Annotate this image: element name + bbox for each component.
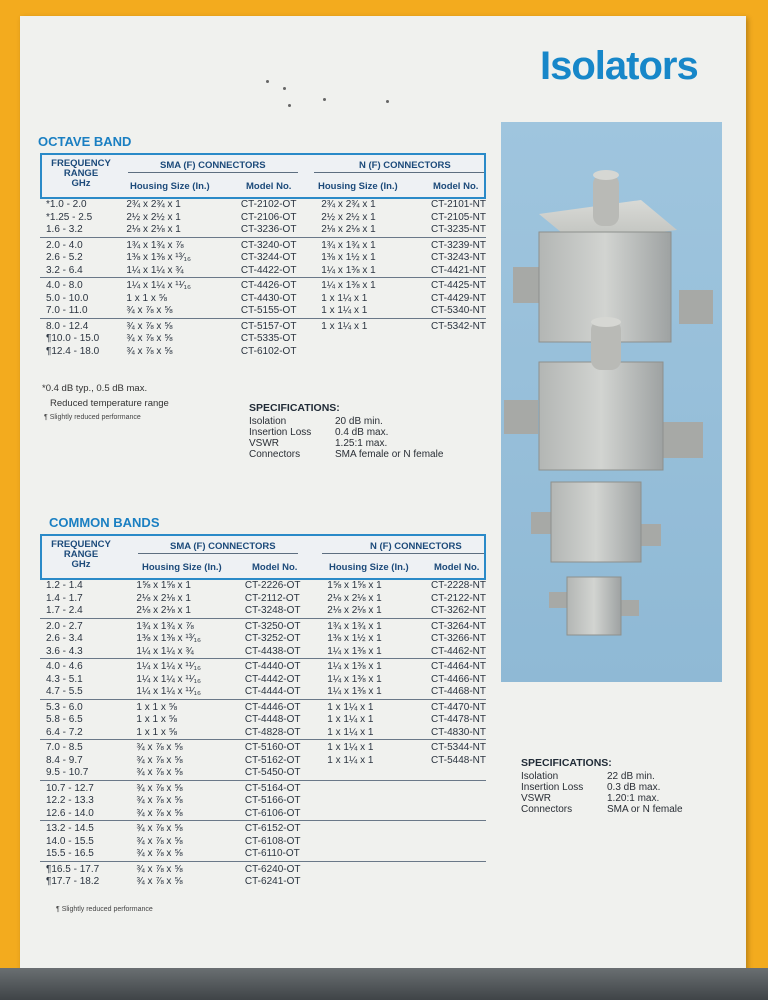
- sma-housing-cell: 1¾ x 1¾ x ⅞: [136, 618, 244, 633]
- row-group: [40, 699, 486, 740]
- spec-value: 22 dB min.: [607, 771, 655, 782]
- n-model-cell: [428, 876, 486, 889]
- sma-housing-cell: ¾ x ⅞ x ⅝: [136, 835, 183, 847]
- common-table-header: [40, 534, 486, 580]
- n-model-cell: [428, 848, 486, 861]
- sma-housing-cell: ¾ x ⅞ x ⅝: [136, 848, 183, 859]
- frequency-range-cell: 8.4 - 9.7: [46, 754, 83, 766]
- table-row: [40, 212, 486, 225]
- sma-model-cell: CT-6106-OT: [244, 807, 301, 819]
- n-housing-header: Housing Size (In.): [329, 562, 409, 573]
- frequency-range-cell: 1.2 - 1.4: [46, 580, 83, 591]
- octave-band-table: [40, 153, 486, 358]
- n-housing-cell: 1 x 1¼ x 1: [321, 292, 368, 304]
- frequency-range-cell: 2.0 - 2.7: [40, 618, 136, 633]
- frequency-range-cell: 10.7 - 12.7: [40, 780, 136, 795]
- frequency-range-cell: 2.6 - 3.4: [46, 633, 83, 644]
- page-title: Isolators: [540, 44, 698, 88]
- n-housing-cell: 2¾ x 2¾ x 1: [321, 199, 376, 210]
- n-housing-cell: 1 x 1¼ x 1: [327, 754, 374, 766]
- sma-connectors-header: SMA (F) CONNECTORS: [160, 160, 266, 171]
- n-housing-cell: 1¼ x 1⅜ x 1: [327, 686, 382, 697]
- sma-model-cell: CT-2106-OT: [240, 211, 297, 223]
- frequency-range-cell: 7.0 - 11.0: [46, 305, 88, 316]
- freq-header-line: FREQUENCY: [51, 539, 111, 550]
- n-housing-cell: 1 x 1¼ x 1: [327, 714, 374, 725]
- frequency-range-cell: 5.3 - 6.0: [40, 699, 136, 714]
- table-row: [40, 224, 486, 237]
- freq-header-line: RANGE: [63, 168, 99, 179]
- n-housing-cell: 1¼ x 1⅜ x 1: [321, 278, 425, 293]
- n-model-cell: CT-4468-NT: [430, 686, 486, 697]
- page-speck: [283, 87, 286, 90]
- spec-label: Insertion Loss: [249, 427, 312, 438]
- n-housing-cell: 1 x 1¼ x 1: [321, 305, 368, 316]
- frequency-range-cell: ¶12.4 - 18.0: [46, 345, 100, 357]
- common-footnote: ¶ Slightly reduced performance: [56, 906, 153, 913]
- n-model-cell: CT-3266-NT: [430, 633, 486, 644]
- sma-model-header: Model No.: [246, 181, 292, 192]
- frequency-range-cell: 6.4 - 7.2: [46, 726, 83, 738]
- table-row: [40, 237, 486, 252]
- n-housing-cell: 1 x 1¼ x 1: [327, 740, 427, 755]
- frequency-range-cell: 12.6 - 14.0: [46, 807, 94, 819]
- n-housing-cell: 1⅝ x 1⅝ x 1: [327, 580, 382, 591]
- sma-model-header: Model No.: [252, 562, 298, 573]
- table-row: [40, 646, 486, 659]
- sma-model-cell: CT-3240-OT: [241, 237, 321, 252]
- isolator-devices-image: [501, 122, 722, 682]
- n-housing-cell: 1¼ x 1⅜ x 1: [327, 673, 382, 685]
- sma-model-cell: CT-3248-OT: [244, 605, 301, 616]
- n-model-cell: [428, 795, 486, 808]
- n-housing-cell: [327, 876, 427, 889]
- table-row: [40, 580, 486, 593]
- sma-model-cell: CT-4438-OT: [244, 645, 301, 657]
- isolators-photo: [501, 122, 722, 682]
- sma-housing-cell: 1¼ x 1¼ x ¹¹⁄₁₆: [136, 673, 202, 685]
- sma-model-cell: CT-3244-OT: [240, 252, 297, 263]
- frequency-range-cell: 4.3 - 5.1: [46, 673, 83, 685]
- n-model-cell: CT-4830-NT: [430, 726, 486, 738]
- sma-model-cell: CT-5164-OT: [245, 780, 327, 795]
- freq-header-line: RANGE: [63, 549, 99, 560]
- sma-model-cell: CT-6102-OT: [240, 345, 297, 357]
- header-rule: [322, 553, 484, 554]
- sma-housing-cell: 1 x 1 x ⅝: [136, 714, 177, 725]
- freq-header-line: GHz: [71, 178, 91, 189]
- sma-housing-cell: ¾ x ⅞ x ⅝: [126, 318, 241, 333]
- spec-label: Insertion Loss: [521, 782, 584, 793]
- frequency-range-cell: *1.0 - 2.0: [46, 199, 87, 210]
- n-model-cell: CT-4478-NT: [430, 714, 486, 725]
- sma-model-cell: CT-4422-OT: [240, 264, 297, 276]
- sma-model-cell: CT-2112-OT: [244, 592, 300, 604]
- n-model-cell: [428, 767, 486, 780]
- sma-model-cell: CT-5157-OT: [241, 318, 321, 333]
- sma-model-cell: CT-5162-OT: [244, 754, 301, 766]
- row-group: [40, 318, 486, 358]
- frequency-range-cell: 12.2 - 13.3: [46, 795, 94, 806]
- sma-housing-cell: 1¼ x 1¼ x ¾: [126, 264, 184, 276]
- table-row: [40, 767, 486, 780]
- frequency-range-cell: 3.2 - 6.4: [46, 264, 83, 276]
- table-row: [40, 333, 486, 346]
- frequency-range-cell: 9.5 - 10.7: [46, 767, 89, 778]
- frequency-range-cell: 7.0 - 8.5: [40, 740, 136, 755]
- row-group: [40, 821, 486, 862]
- sma-model-cell: CT-4828-OT: [244, 726, 301, 738]
- sma-model-cell: CT-2102-OT: [240, 199, 297, 210]
- spec-label: Connectors: [249, 449, 301, 460]
- spec-row: [521, 771, 683, 782]
- n-housing-header: Housing Size (In.): [318, 181, 398, 192]
- frequency-range-cell: 8.0 - 12.4: [40, 318, 126, 333]
- common-bands-table: [40, 534, 486, 889]
- row-group: [40, 199, 486, 237]
- table-row: [40, 848, 486, 861]
- table-row: [40, 618, 486, 633]
- table-row: [40, 755, 486, 768]
- table-row: [40, 346, 486, 359]
- n-model-cell: CT-4429-NT: [430, 292, 486, 304]
- n-housing-cell: [327, 780, 427, 795]
- sma-housing-cell: 2⅛ x 2⅛ x 1: [136, 605, 191, 616]
- sma-model-cell: CT-3250-OT: [245, 618, 327, 633]
- frequency-range-cell: 2.0 - 4.0: [40, 237, 126, 252]
- spec-label: VSWR: [521, 793, 551, 804]
- table-surface: [0, 968, 768, 1000]
- sma-model-cell: CT-4430-OT: [240, 292, 297, 304]
- common-bands-title: COMMON BANDS: [49, 515, 160, 530]
- octave-table-header: [40, 153, 486, 199]
- sma-housing-cell: 2⅛ x 2⅛ x 1: [136, 592, 191, 604]
- spec-row: [521, 804, 683, 815]
- row-group: [40, 740, 486, 781]
- page-speck: [323, 98, 326, 101]
- n-model-cell: [426, 346, 486, 359]
- sma-housing-cell: 1 x 1 x ⅝: [136, 726, 177, 738]
- n-housing-cell: [327, 808, 427, 821]
- n-housing-cell: [327, 767, 427, 780]
- table-row: [40, 265, 486, 278]
- n-housing-cell: 2⅛ x 2⅛ x 1: [327, 592, 382, 604]
- page-speck: [386, 100, 389, 103]
- spec-label: VSWR: [249, 438, 279, 449]
- n-model-cell: CT-3264-NT: [428, 618, 486, 633]
- sma-housing-cell: ¾ x ⅞ x ⅝: [136, 780, 244, 795]
- frequency-range-cell: 1.4 - 1.7: [46, 592, 83, 604]
- sma-model-cell: CT-4446-OT: [245, 699, 327, 714]
- table-row: [40, 593, 486, 606]
- sma-connectors-header: SMA (F) CONNECTORS: [170, 541, 276, 552]
- header-rule: [314, 172, 484, 173]
- sma-housing-cell: 2½ x 2½ x 1: [126, 211, 181, 223]
- sma-model-cell: CT-6110-OT: [244, 848, 300, 859]
- spec-row: [249, 438, 443, 449]
- n-model-cell: CT-4466-NT: [430, 673, 486, 685]
- header-rule: [138, 553, 298, 554]
- sma-housing-cell: ¾ x ⅞ x ⅝: [136, 795, 183, 806]
- n-model-cell: CT-2105-NT: [430, 211, 486, 223]
- frequency-range-cell: 14.0 - 15.5: [46, 835, 94, 847]
- n-housing-cell: 1 x 1¼ x 1: [327, 699, 427, 714]
- frequency-range-cell: 13.2 - 14.5: [40, 821, 136, 836]
- sma-housing-cell: 2¾ x 2¾ x 1: [126, 199, 181, 210]
- sma-housing-cell: ¾ x ⅞ x ⅝: [126, 345, 173, 357]
- sma-housing-cell: ¾ x ⅞ x ⅝: [136, 821, 244, 836]
- frequency-range-cell: ¶16.5 - 17.7: [40, 861, 136, 876]
- n-housing-cell: [327, 848, 427, 861]
- freq-header: [48, 159, 114, 189]
- n-housing-cell: [327, 821, 427, 836]
- n-model-cell: CT-3235-NT: [430, 224, 486, 235]
- spec-label: Connectors: [521, 804, 573, 815]
- spec-row: [249, 416, 443, 427]
- page-speck: [266, 80, 269, 83]
- typical-loss-note: *0.4 dB typ., 0.5 dB max.: [42, 383, 148, 394]
- spec-value: 1.25:1 max.: [335, 438, 388, 449]
- sma-housing-cell: 1¼ x 1¼ x ¹¹⁄₁₆: [136, 686, 202, 697]
- freq-header: [48, 540, 114, 570]
- sma-housing-cell: 1⅜ x 1⅜ x ¹³⁄₁₆: [126, 252, 192, 263]
- spec-value: 1.20:1 max.: [607, 793, 660, 804]
- sma-model-cell: CT-4426-OT: [241, 278, 321, 293]
- n-model-cell: [428, 808, 486, 821]
- n-model-cell: [426, 333, 486, 346]
- table-row: [40, 674, 486, 687]
- n-model-cell: CT-4464-NT: [428, 659, 486, 674]
- n-model-cell: [428, 861, 486, 876]
- sma-model-cell: CT-5166-OT: [244, 795, 301, 806]
- table-row: [40, 305, 486, 318]
- row-group: [40, 861, 486, 889]
- row-group: [40, 618, 486, 659]
- n-model-cell: CT-5448-NT: [430, 754, 486, 766]
- table-row: [40, 605, 486, 618]
- n-model-cell: CT-4425-NT: [426, 278, 486, 293]
- n-housing-cell: 1 x 1¼ x 1: [321, 318, 425, 333]
- sma-model-cell: CT-6108-OT: [244, 835, 301, 847]
- n-housing-cell: 1⅜ x 1½ x 1: [321, 252, 376, 263]
- n-model-cell: CT-3243-NT: [430, 252, 486, 263]
- n-model-cell: CT-3239-NT: [426, 237, 486, 252]
- sma-housing-cell: ¾ x ⅞ x ⅝: [136, 767, 183, 778]
- sma-model-cell: CT-4442-OT: [244, 673, 301, 685]
- sma-housing-cell: 1¼ x 1¼ x ¹¹⁄₁₆: [136, 659, 244, 674]
- freq-header-line: GHz: [71, 559, 91, 570]
- n-housing-cell: 1¼ x 1⅜ x 1: [327, 659, 427, 674]
- n-model-cell: CT-5340-NT: [430, 305, 486, 316]
- sma-model-cell: CT-5155-OT: [240, 305, 297, 316]
- table-row: [40, 659, 486, 674]
- sma-housing-cell: 2⅛ x 2⅛ x 1: [126, 224, 181, 235]
- sma-housing-cell: 1¾ x 1¾ x ⅞: [126, 237, 241, 252]
- frequency-range-cell: 5.8 - 6.5: [46, 714, 83, 725]
- sma-housing-cell: ¾ x ⅞ x ⅝: [126, 305, 173, 316]
- n-model-cell: CT-2122-NT: [430, 592, 486, 604]
- sma-model-cell: CT-6241-OT: [244, 876, 301, 887]
- n-model-cell: CT-2101-NT: [430, 199, 486, 210]
- n-housing-cell: [327, 795, 427, 808]
- sma-model-cell: CT-6240-OT: [245, 861, 327, 876]
- table-row: [40, 633, 486, 646]
- sma-model-cell: CT-2226-OT: [244, 580, 301, 591]
- sma-housing-cell: 1⅜ x 1⅜ x ¹³⁄₁₆: [136, 633, 202, 644]
- n-model-cell: CT-4462-NT: [430, 645, 486, 657]
- n-housing-cell: 1¾ x 1¾ x 1: [321, 237, 425, 252]
- table-row: [40, 795, 486, 808]
- table-row: [40, 318, 486, 333]
- table-row: [40, 876, 486, 889]
- table-row: [40, 686, 486, 699]
- n-housing-cell: 1¼ x 1⅜ x 1: [327, 645, 382, 657]
- row-group: [40, 780, 486, 821]
- spec-value: SMA or N female: [607, 804, 683, 815]
- octave-table-body: [40, 199, 486, 358]
- header-rule: [128, 172, 298, 173]
- row-group: [40, 237, 486, 278]
- n-connectors-header: N (F) CONNECTORS: [370, 541, 462, 552]
- table-row: [40, 740, 486, 755]
- sma-model-cell: CT-5160-OT: [245, 740, 327, 755]
- sma-housing-cell: 1¼ x 1¼ x ¹¹⁄₁₆: [126, 278, 241, 293]
- page-speck: [288, 104, 291, 107]
- sma-housing-cell: 1 x 1 x ⅝: [126, 292, 167, 304]
- sma-housing-cell: ¾ x ⅞ x ⅝: [126, 333, 173, 344]
- row-group: [40, 659, 486, 700]
- frequency-range-cell: 1.7 - 2.4: [46, 605, 83, 616]
- sma-housing-cell: ¾ x ⅞ x ⅝: [136, 740, 244, 755]
- sma-model-cell: CT-4444-OT: [244, 686, 301, 697]
- frequency-range-cell: 1.6 - 3.2: [46, 224, 83, 235]
- sma-housing-header: Housing Size (In.): [130, 181, 210, 192]
- frequency-range-cell: 4.7 - 5.5: [46, 686, 83, 697]
- n-housing-cell: 1 x 1¼ x 1: [327, 726, 374, 738]
- table-row: [40, 278, 486, 293]
- n-model-header: Model No.: [434, 562, 480, 573]
- spec-value: SMA female or N female: [335, 449, 444, 460]
- n-housing-cell: 1¼ x 1⅜ x 1: [321, 264, 376, 276]
- n-housing-cell: [321, 333, 425, 346]
- frequency-range-cell: 3.6 - 4.3: [46, 645, 83, 657]
- sma-model-cell: CT-5335-OT: [240, 333, 297, 344]
- sma-model-cell: CT-3236-OT: [240, 224, 297, 235]
- sma-housing-cell: 1⅝ x 1⅝ x 1: [136, 580, 191, 591]
- sma-model-cell: CT-6152-OT: [245, 821, 327, 836]
- table-row: [40, 836, 486, 849]
- sma-housing-cell: 1¼ x 1¼ x ¾: [136, 645, 194, 657]
- table-row: [40, 293, 486, 306]
- table-row: [40, 199, 486, 212]
- frequency-range-cell: 4.0 - 4.6: [40, 659, 136, 674]
- spec-label: Isolation: [521, 771, 559, 782]
- spec-row: [249, 449, 443, 460]
- n-model-cell: [428, 836, 486, 849]
- octave-specifications: [249, 402, 443, 460]
- temperature-note: Reduced temperature range: [50, 398, 169, 409]
- sma-housing-cell: ¾ x ⅞ x ⅝: [136, 807, 183, 819]
- n-housing-cell: 2⅛ x 2⅛ x 1: [327, 605, 382, 616]
- spec-value: 0.4 dB max.: [335, 427, 389, 438]
- frequency-range-cell: ¶17.7 - 18.2: [46, 876, 100, 887]
- n-model-cell: CT-2228-NT: [430, 580, 486, 591]
- spec-row: [521, 782, 683, 793]
- sma-housing-cell: ¾ x ⅞ x ⅝: [136, 754, 183, 766]
- n-connectors-header: N (F) CONNECTORS: [359, 160, 451, 171]
- frequency-range-cell: 5.0 - 10.0: [46, 292, 89, 304]
- n-model-cell: CT-4421-NT: [430, 264, 486, 276]
- n-housing-cell: [327, 861, 427, 876]
- table-row: [40, 699, 486, 714]
- common-table-body: [40, 580, 486, 889]
- common-specifications: [521, 757, 683, 815]
- frequency-range-cell: 2.6 - 5.2: [46, 252, 83, 263]
- octave-footnote: ¶ Slightly reduced performance: [44, 414, 141, 421]
- n-housing-cell: 2½ x 2½ x 1: [321, 211, 376, 223]
- n-model-cell: CT-3262-NT: [430, 605, 486, 616]
- n-housing-cell: 1¾ x 1¾ x 1: [327, 618, 427, 633]
- spec-value: 20 dB min.: [335, 416, 383, 427]
- frequency-range-cell: ¶10.0 - 15.0: [46, 333, 100, 344]
- frequency-range-cell: 4.0 - 8.0: [40, 278, 126, 293]
- n-housing-cell: 2⅛ x 2⅛ x 1: [321, 224, 376, 235]
- sma-model-cell: CT-3252-OT: [244, 633, 301, 644]
- frequency-range-cell: *1.25 - 2.5: [46, 211, 93, 223]
- spec-label: Isolation: [249, 416, 287, 427]
- row-group: [40, 580, 486, 618]
- n-model-header: Model No.: [433, 181, 479, 192]
- n-housing-cell: 1⅜ x 1½ x 1: [327, 633, 382, 644]
- table-row: [40, 727, 486, 740]
- spec-value: 0.3 dB max.: [607, 782, 661, 793]
- specifications-heading: SPECIFICATIONS:: [521, 757, 612, 769]
- octave-band-title: OCTAVE BAND: [38, 134, 132, 149]
- spec-row: [249, 427, 443, 438]
- n-model-cell: [428, 821, 486, 836]
- specifications-heading: SPECIFICATIONS:: [249, 402, 340, 414]
- table-row: [40, 714, 486, 727]
- table-row: [40, 780, 486, 795]
- n-model-cell: CT-4470-NT: [428, 699, 486, 714]
- table-row: [40, 808, 486, 821]
- row-group: [40, 278, 486, 319]
- sma-model-cell: CT-4440-OT: [245, 659, 327, 674]
- table-row: [40, 252, 486, 265]
- n-model-cell: CT-5344-NT: [428, 740, 486, 755]
- n-housing-cell: [321, 346, 425, 359]
- n-housing-cell: [327, 836, 427, 849]
- spec-row: [521, 793, 683, 804]
- sma-housing-cell: 1 x 1 x ⅝: [136, 699, 244, 714]
- sma-model-cell: CT-5450-OT: [244, 767, 301, 778]
- sma-housing-cell: ¾ x ⅞ x ⅝: [136, 876, 183, 887]
- frequency-range-cell: 15.5 - 16.5: [46, 848, 94, 859]
- table-row: [40, 821, 486, 836]
- n-model-cell: [428, 780, 486, 795]
- sma-housing-cell: ¾ x ⅞ x ⅝: [136, 861, 244, 876]
- sma-model-cell: CT-4448-OT: [244, 714, 301, 725]
- table-row: [40, 861, 486, 876]
- freq-header-line: FREQUENCY: [51, 158, 111, 169]
- n-model-cell: CT-5342-NT: [426, 318, 486, 333]
- sma-housing-header: Housing Size (In.): [142, 562, 222, 573]
